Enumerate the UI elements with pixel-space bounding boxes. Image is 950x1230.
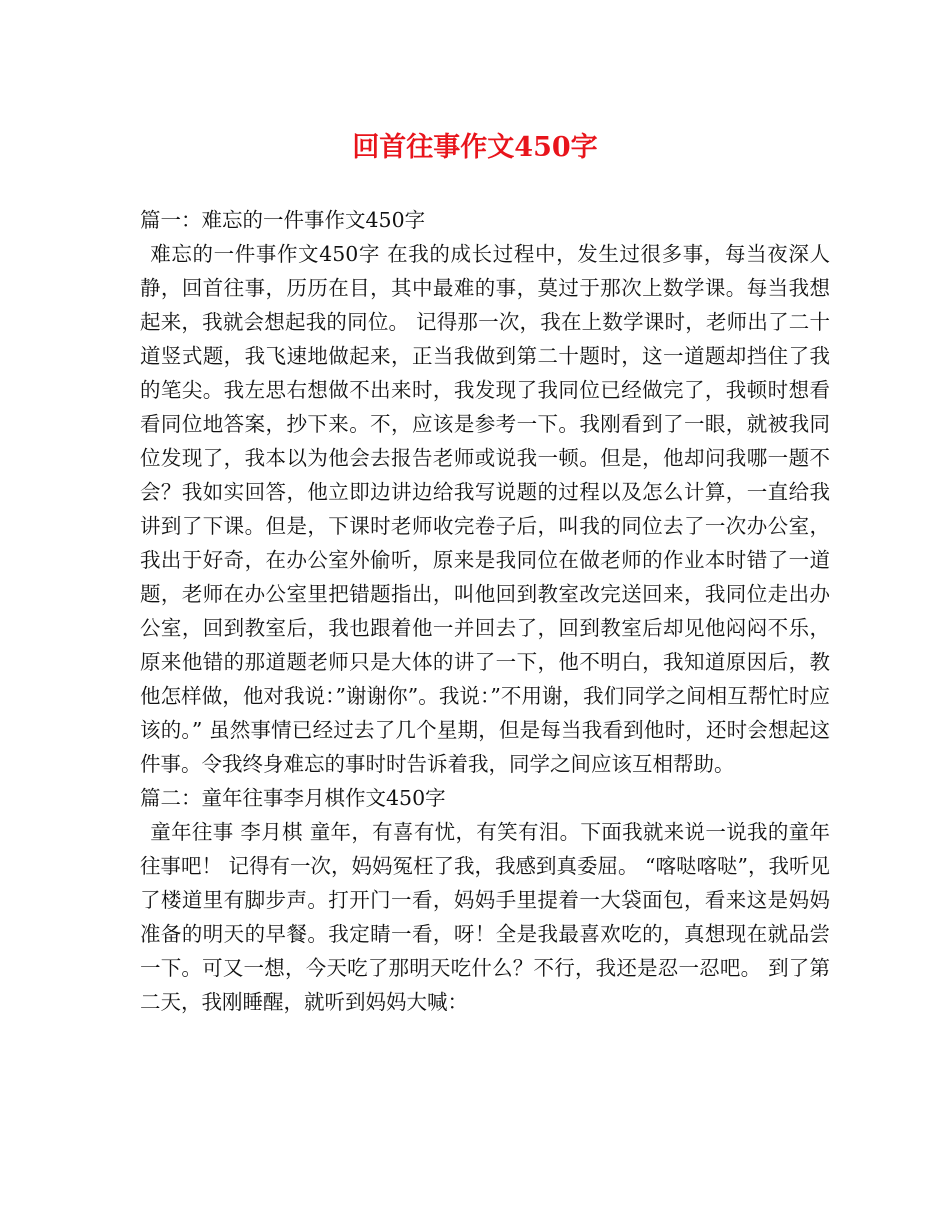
section-heading-1: 篇一：难忘的一件事作文450字 xyxy=(140,208,426,232)
section-heading-2: 篇二：童年往事李月棋作文450字 xyxy=(140,786,446,810)
document-title: 回首往事作文450字 xyxy=(352,132,598,163)
section-paragraph-1: 难忘的一件事作文450字 在我的成长过程中，发生过很多事，每当夜深人静，回首往事，历历在目，其中最难的事，莫过于那次上数学课。每当我想起来，我就会想起我的同位。 记得那一次，我在上数学课时，老师出了二十道竖式题，我飞速地做起来，正当我做到第二十题时，这一道题却挡住了我的笔尖。我左思右想做不出来时，我发现了我同位已经做完了，我顿时想看看同位地答案，抄下来。不，应该是参考一下。我刚看到了一眼，就被我同位发现了，我本以为他会去报告老师或说我一顿。但是，他却问我哪一题不会？我如实回答，他立即边讲边给我写说题的过程以及怎么计算，一直给我讲到了下课。但是，下课时老师收完卷子后，叫我的同位去了一次办公室，我出于好奇，在办公室外偷听，原来是我同位在做老师的作业本时错了一道题，老师在办公室里把错题指出，叫他回到教室改完送回来，我同位走出办公室，回到教室后，我也跟着他一并回去了，回到教室后却见他闷闷不乐，原来他错的那道题老师只是大体的讲了一下，他不明白，我知道原因后，教他怎样做，他对我说：”谢谢你”。我说：”不用谢，我们同学之间相互帮忙时应该的。” 虽然事情已经过去了几个星期，但是每当我看到他时，还时会想起这件事。令我终身难忘的事时时告诉着我，同学之间应该互相帮助。 xyxy=(140,242,830,776)
document-body xyxy=(140,203,830,1019)
section-paragraph-2: 童年往事 李月棋 童年，有喜有忧，有笑有泪。下面我就来说一说我的童年往事吧！ 记得有一次，妈妈冤枉了我，我感到真委屈。 “喀哒喀哒”，我听见了楼道里有脚步声。打开门一看，妈妈手里提着一大袋面包，看来这是妈妈准备的明天的早餐。我定睛一看，呀！全是我最喜欢吃的，真想现在就品尝一下。可又一想，今天吃了那明天吃什么？不行，我还是忍一忍吧。 到了第二天，我刚睡醒，就听到妈妈大喊： xyxy=(140,820,830,1014)
